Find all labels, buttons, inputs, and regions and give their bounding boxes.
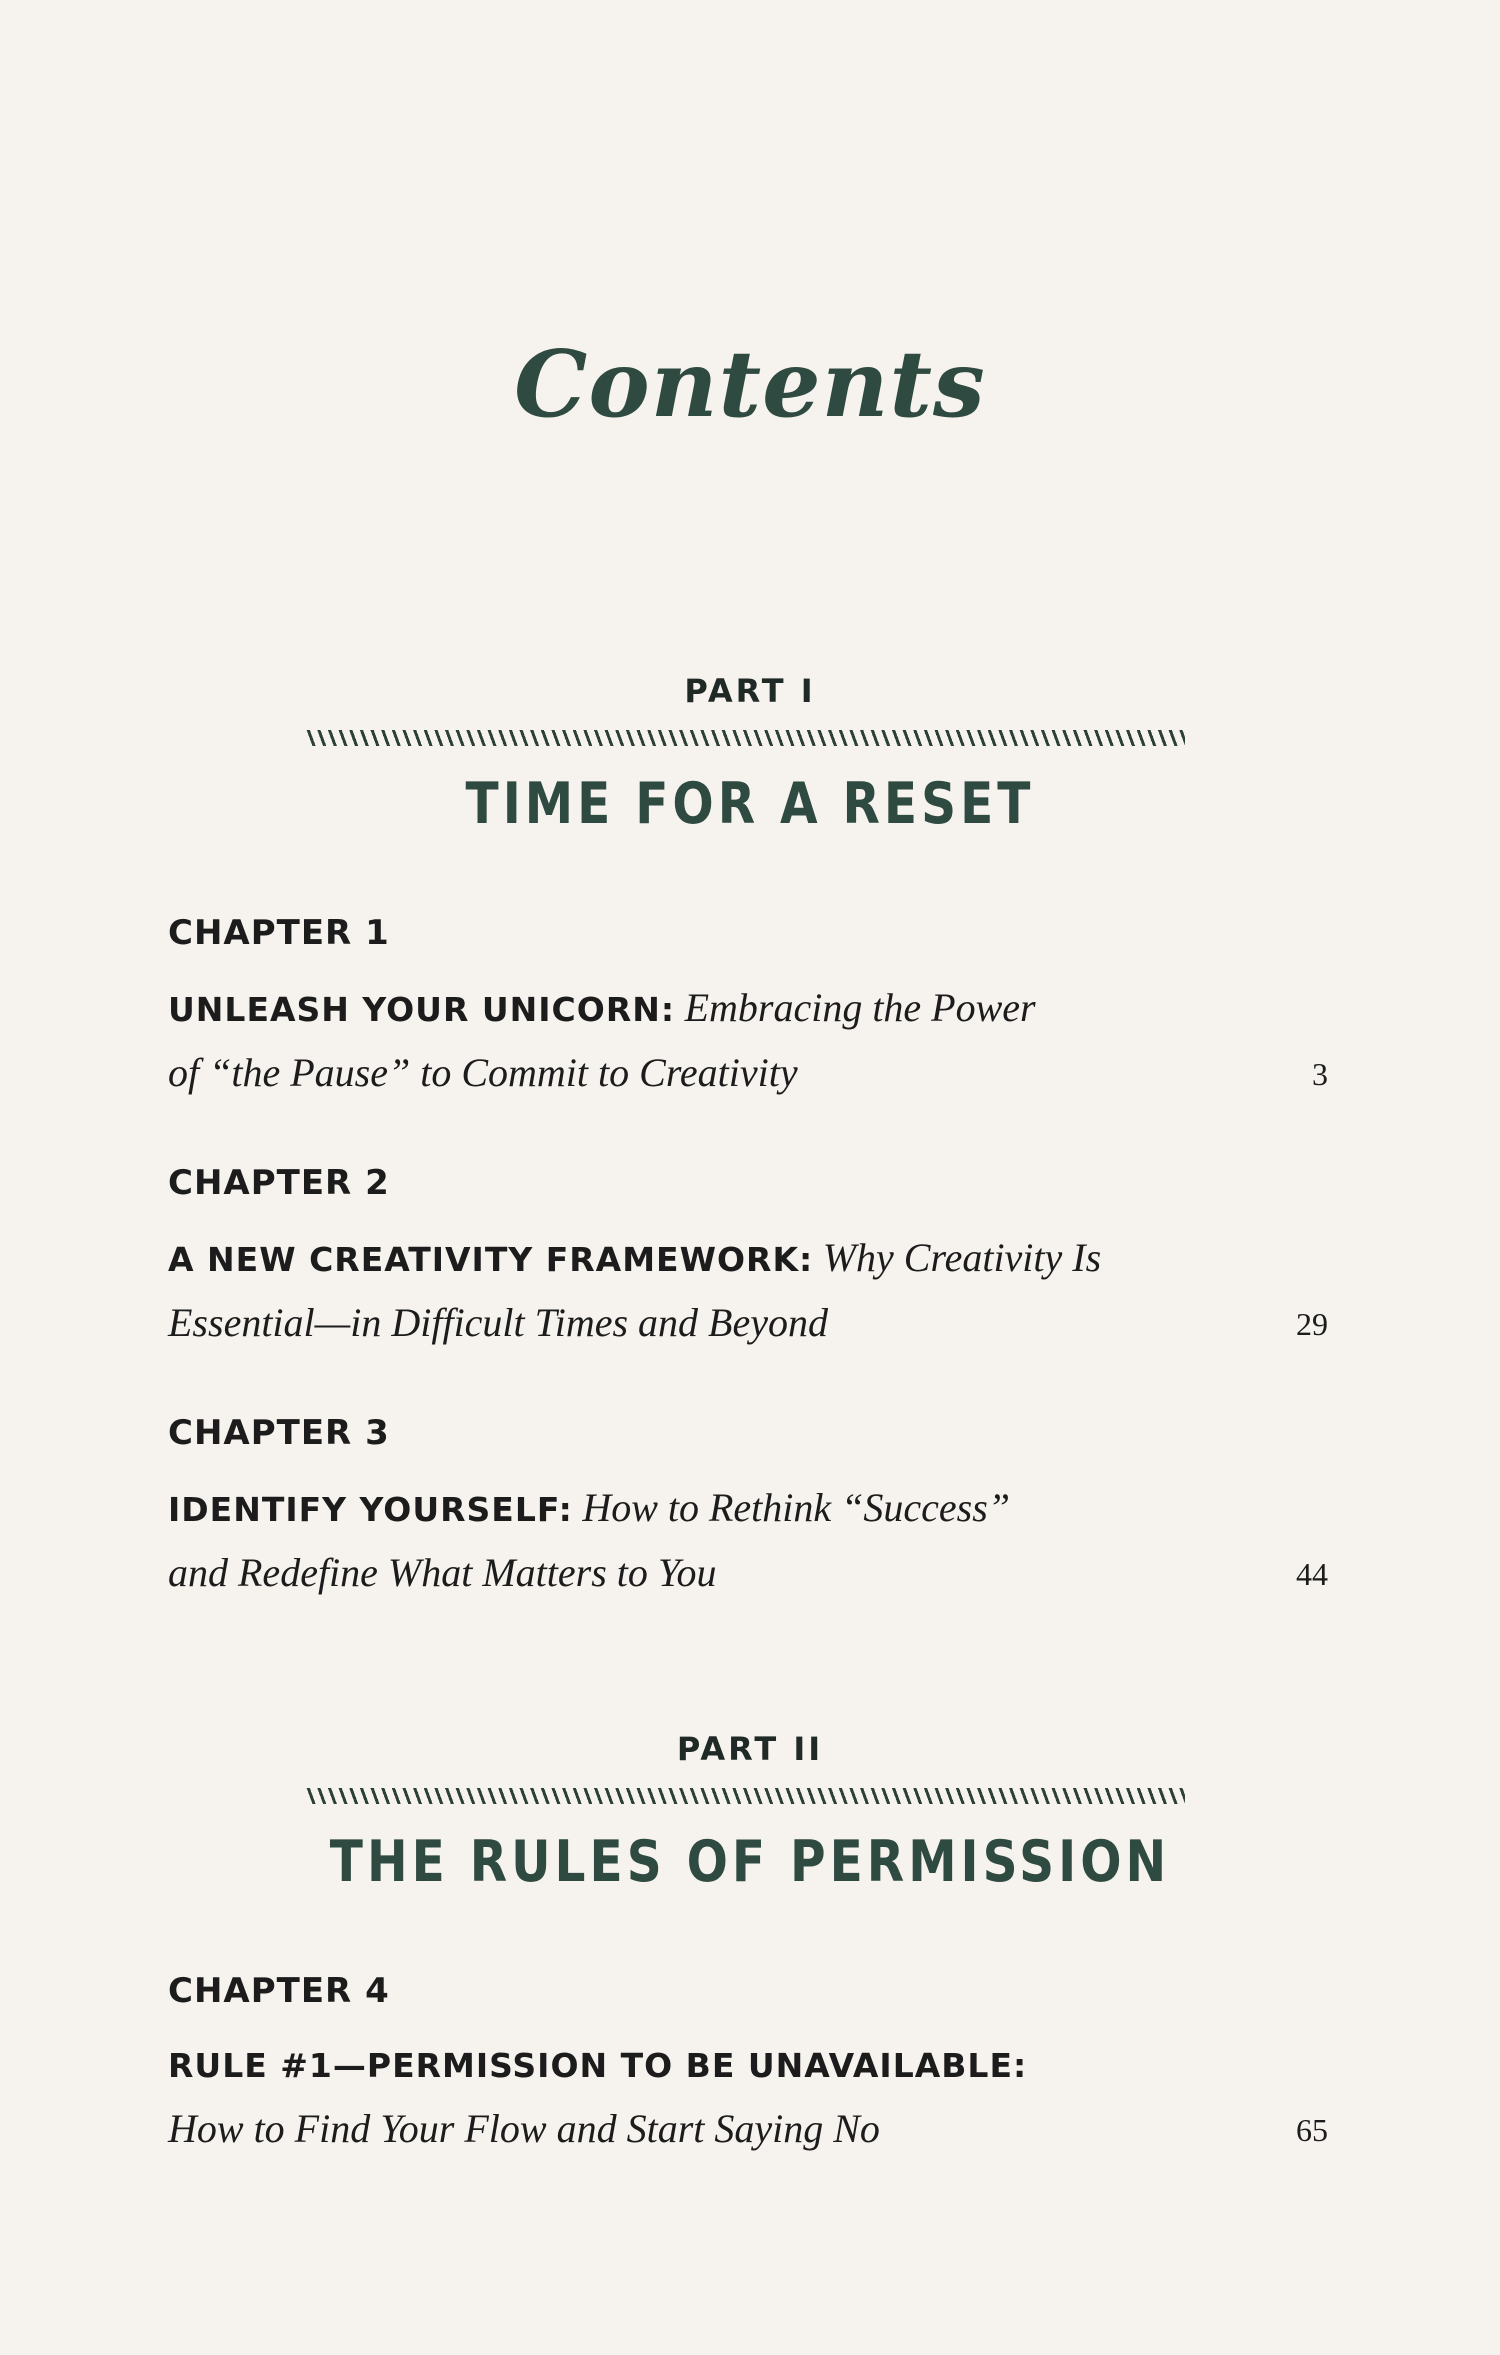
chapter-2-entry[interactable] xyxy=(168,1226,1328,1356)
chapter-3-entry[interactable] xyxy=(168,1476,1328,1606)
chapter-2-heading: A NEW CREATIVITY FRAMEWORK: xyxy=(168,1240,814,1279)
chapter-2 xyxy=(168,1160,1328,1356)
chapter-3-label: CHAPTER 3 xyxy=(168,1413,390,1453)
part-2-label: PART II xyxy=(676,1730,824,1768)
chapter-1-heading: UNLEASH YOUR UNICORN: xyxy=(168,990,676,1029)
page-title: Contents xyxy=(514,330,986,438)
chapter-1-subtitle-line2: of “the Pause” to Commit to Creativity xyxy=(168,1050,798,1095)
chapter-1-entry[interactable] xyxy=(168,976,1328,1106)
chapter-3-subtitle-line1: How to Rethink “Success” xyxy=(582,1485,1011,1530)
chapter-4-heading: RULE #1—PERMISSION TO BE UNAVAILABLE: xyxy=(168,2046,1028,2085)
chapter-4-subtitle-line2: How to Find Your Flow and Start Saying No xyxy=(168,2106,880,2151)
part-1-title: TIME FOR A RESET xyxy=(465,770,1035,837)
chapter-1-label: CHAPTER 1 xyxy=(168,913,390,953)
chapter-1 xyxy=(168,910,1328,1106)
chapter-4-entry[interactable] xyxy=(168,2034,1328,2162)
chapter-1-page-number: 3 xyxy=(1312,1056,1328,1092)
chapter-2-label: CHAPTER 2 xyxy=(168,1163,390,1203)
part-2-divider xyxy=(305,1788,1185,1804)
chapter-1-subtitle-line1: Embracing the Power xyxy=(684,985,1036,1030)
part-1-label: PART I xyxy=(684,672,816,710)
chapter-4 xyxy=(168,1968,1328,2162)
chapter-4-page-number: 65 xyxy=(1296,2112,1328,2148)
chapter-4-label: CHAPTER 4 xyxy=(168,1971,390,2011)
chapter-3 xyxy=(168,1410,1328,1606)
chapter-3-page-number: 44 xyxy=(1296,1556,1328,1592)
chapter-2-subtitle-line2: Essential—in Difficult Times and Beyond xyxy=(168,1300,828,1345)
chapter-2-subtitle-line1: Why Creativity Is xyxy=(822,1235,1102,1280)
part-1-divider xyxy=(305,730,1185,746)
part-2-title: THE RULES OF PERMISSION xyxy=(329,1828,1171,1895)
chapter-3-heading: IDENTIFY YOURSELF: xyxy=(168,1490,573,1529)
chapter-3-subtitle-line2: and Redefine What Matters to You xyxy=(168,1550,717,1595)
chapter-2-page-number: 29 xyxy=(1296,1306,1328,1342)
